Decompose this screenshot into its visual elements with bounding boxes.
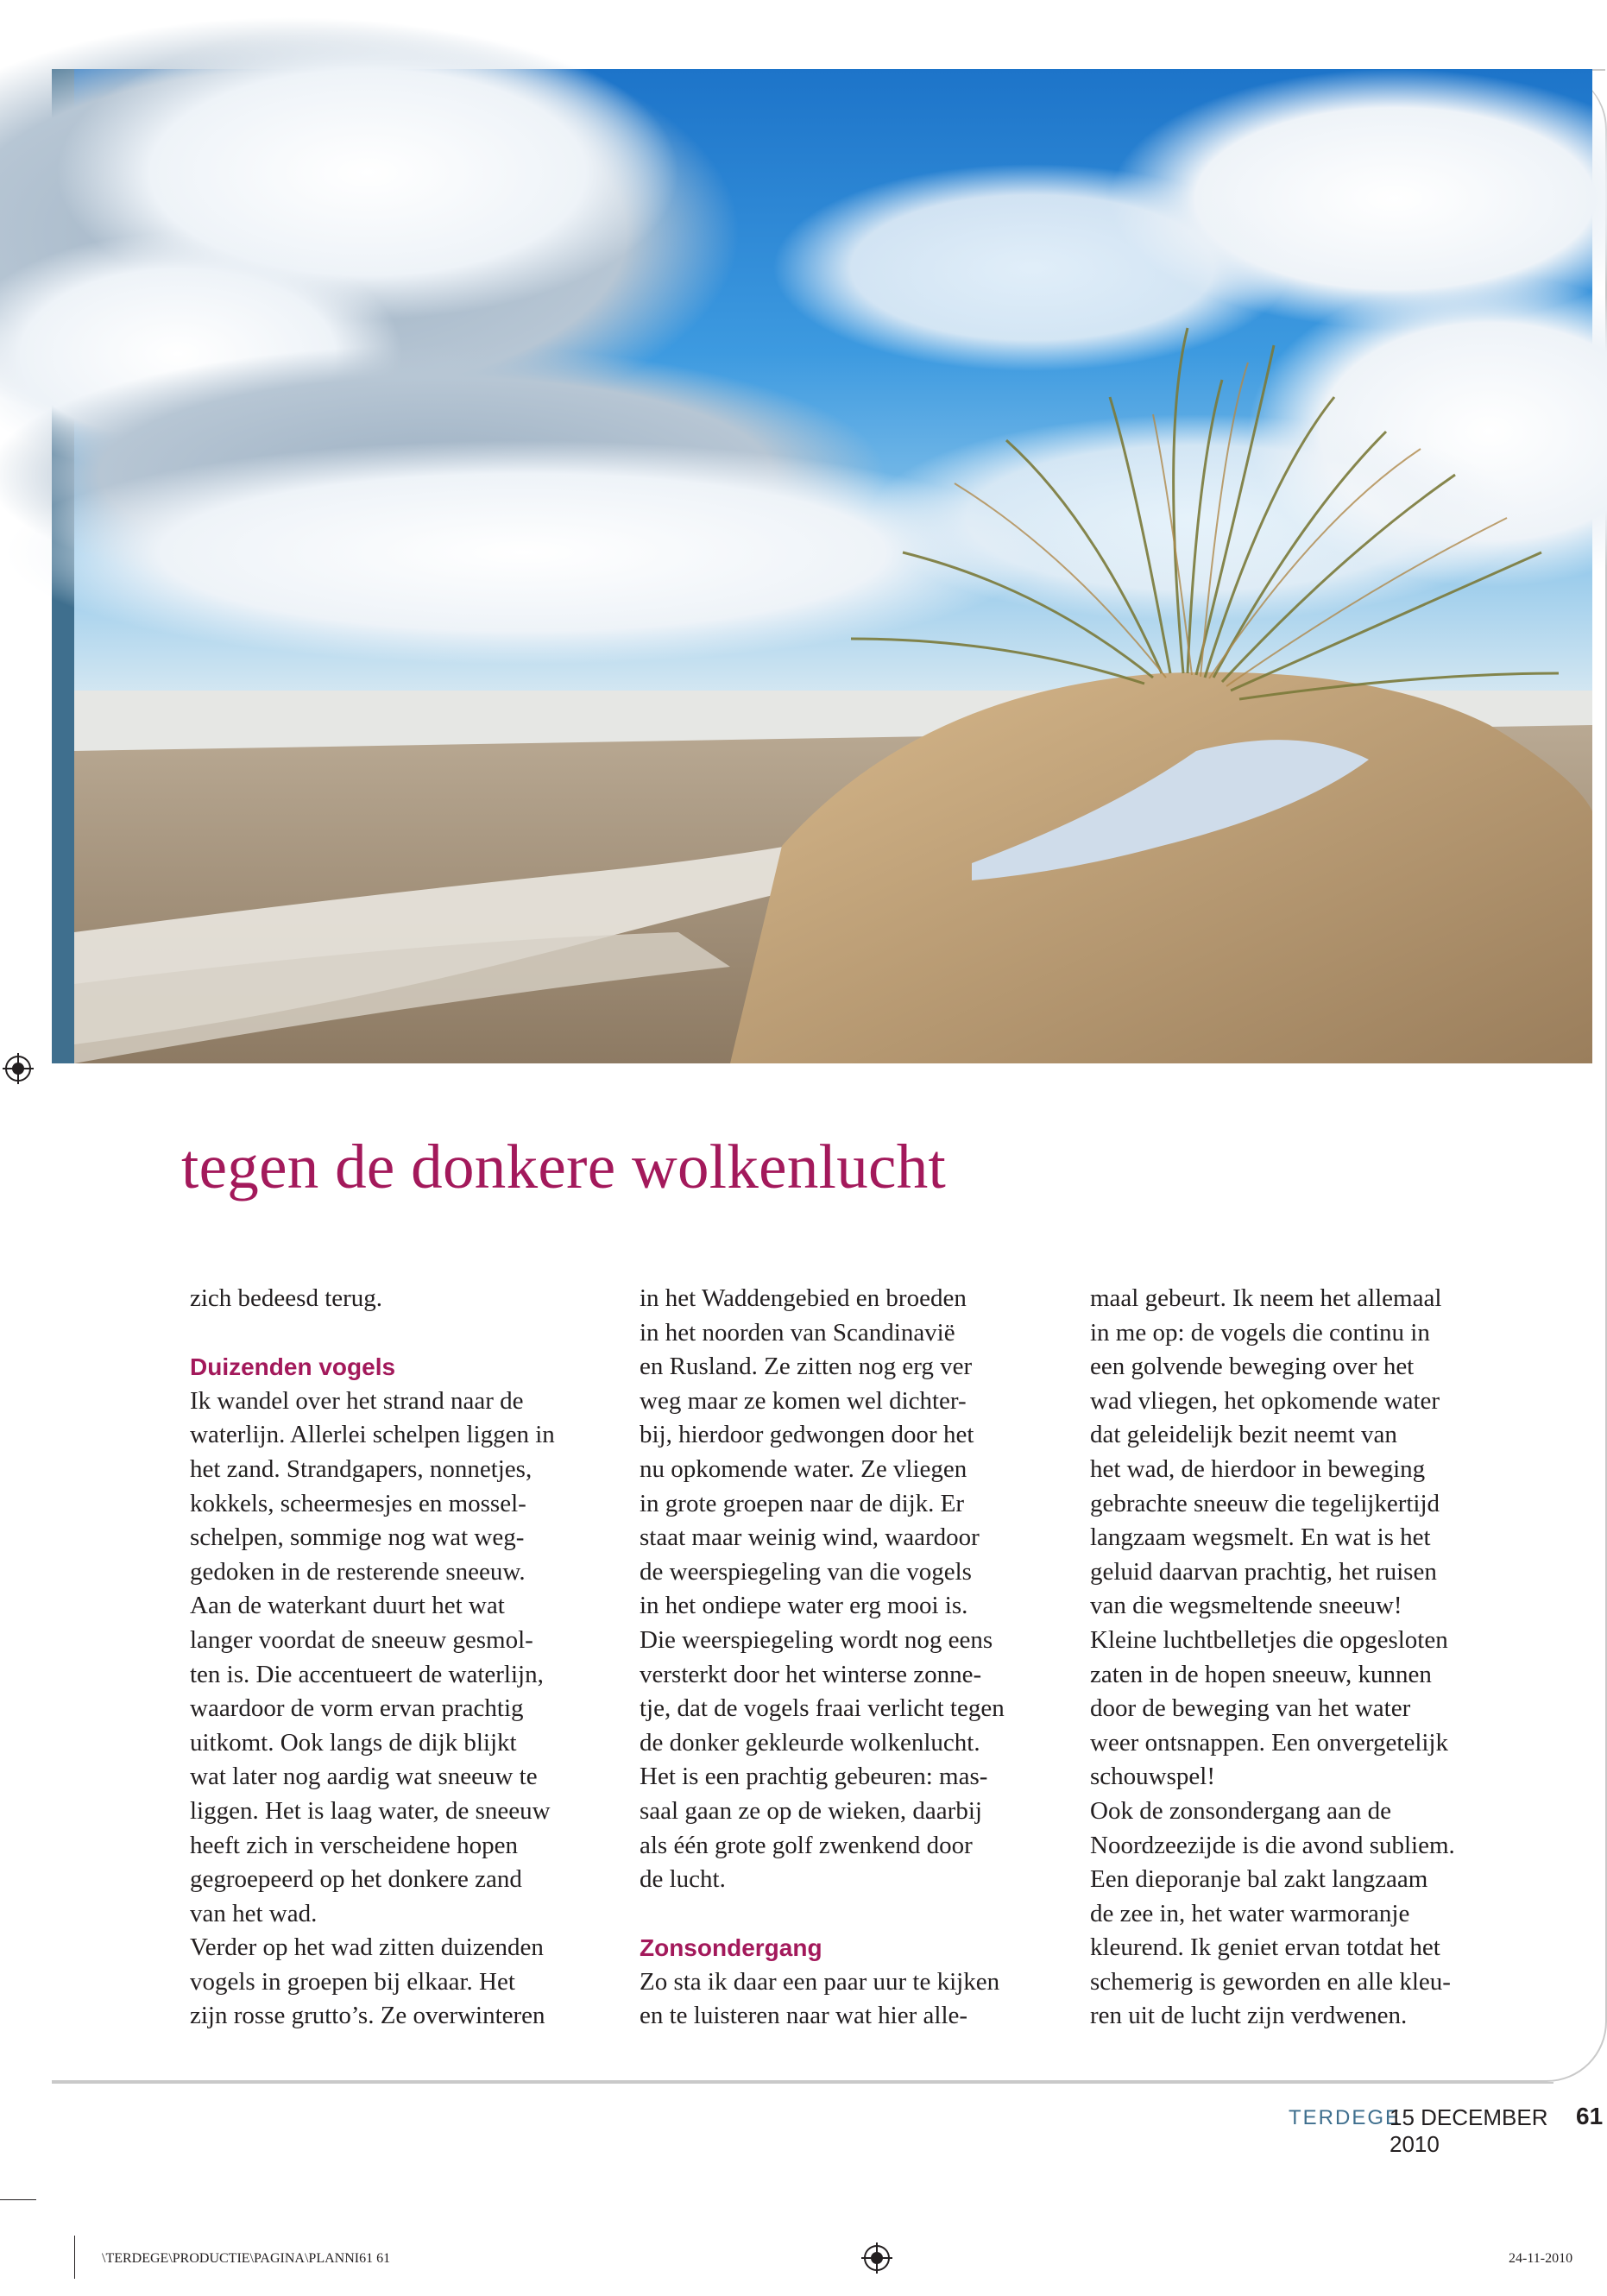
section-subheading: Duizenden vogels [190, 1353, 396, 1381]
footer-page-number: 61 [1576, 2103, 1604, 2129]
slug-date: 24-11-2010 [1509, 2251, 1573, 2266]
section-subheading: Zonsondergang [640, 1934, 822, 1962]
body-paragraph: Zo sta ik daar een paar uur te kijken en te luisteren naar wat hier alle- [640, 1967, 1000, 2030]
body-paragraph: Ik wandel over het strand naar de waterlijn. Allerlei schelpen liggen in het zand. Strandgapers, nonnetjes, kokkels, scheermesjes en mossel- schelpen, sommige nog wat weg- gedoken in de resterende sneeuw. Aan de waterkant duurt het wat langer voordat de sneeuw gesmol- ten is. Die accentueert de waterlijn, waardoor de vorm ervan prachtig uitkomt. Ook langs de dijk blijkt wat later nog aardig wat sneeuw te liggen. Het is laag water, de sneeuw heeft zich in verscheidene hopen gegroepeerd op het donkere zand van het wad. [190, 1386, 555, 1927]
body-paragraph: zich bedeesd terug. [190, 1284, 383, 1312]
beach-dune-illustration [74, 69, 1592, 1063]
article-heading: tegen de donkere wolkenlucht [181, 1132, 947, 1202]
crop-mark [74, 2236, 75, 2279]
footer-rule [52, 2082, 1553, 2084]
text-column-1 [190, 1282, 621, 2034]
slug-path: \TERDEGE\PRODUCTIE\PAGINA\PLANNI61 61 [102, 2251, 391, 2266]
registration-mark-icon [3, 1053, 34, 1084]
text-column-3 [1090, 1282, 1522, 2034]
paragraph-gap [640, 1897, 1071, 1932]
body-paragraph: maal gebeurt. Ik neem het allemaal in me op: de vogels die continu in een golvende beweging over het wad vliegen, het opkomende water dat geleidelijk bezit neemt van het wad, de hierdoor in beweging gebrachte sneeuw die tegelijkertijd langzaam wegsmelt. En wat is het geluid daarvan prachtig, het ruisen van die wegsmeltende sneeuw! Kleine luchtbelletjes die opgesloten zaten in de hopen sneeuw, kunnen door de beweging van het water weer ontsnappen. Een onvergetelijk schouwspel! [1090, 1284, 1448, 1791]
registration-mark-bottom-icon [861, 2242, 892, 2274]
paragraph-gap [190, 1316, 621, 1351]
header-photo [74, 69, 1592, 1063]
footer-magazine-name: TERDEGE [1289, 2106, 1402, 2129]
body-paragraph: Verder op het wad zitten duizenden vogels in groepen bij elkaar. Het zijn rosse grutto’s. Ze overwinteren [190, 1933, 545, 2030]
text-column-2 [640, 1282, 1071, 2034]
body-paragraph: in het Waddengebied en broeden in het noorden van Scandinavië en Rusland. Ze zitten nog erg ver weg maar ze komen wel dichter- bij, hierdoor gedwongen door het nu opkomende water. Ze vliegen in grote groepen naar de dijk. Er staat maar weinig wind, waardoor de weerspiegeling van die vogels in het ondiepe water erg mooi is. Die weerspiegeling wordt nog eens versterkt door het winterse zonne- tje, dat de vogels fraai verlicht tegen de donker gekleurde wolkenlucht. Het is een prachtig gebeuren: mas- saal gaan ze op de wieken, daarbij als één grote golf zwenkend door de lucht. [640, 1284, 1005, 1894]
footer-date: 15 DECEMBER 2010 [1390, 2104, 1548, 2157]
crop-mark [0, 2199, 36, 2200]
body-paragraph: Ook de zonsondergang aan de Noordzeezijde is die avond subliem. Een dieporanje bal zakt langzaam de zee in, het water warmoranje kleurend. Ik geniet ervan totdat het schemerig is geworden en alle kleu- ren uit de lucht zijn verdwenen. [1090, 1796, 1455, 2030]
